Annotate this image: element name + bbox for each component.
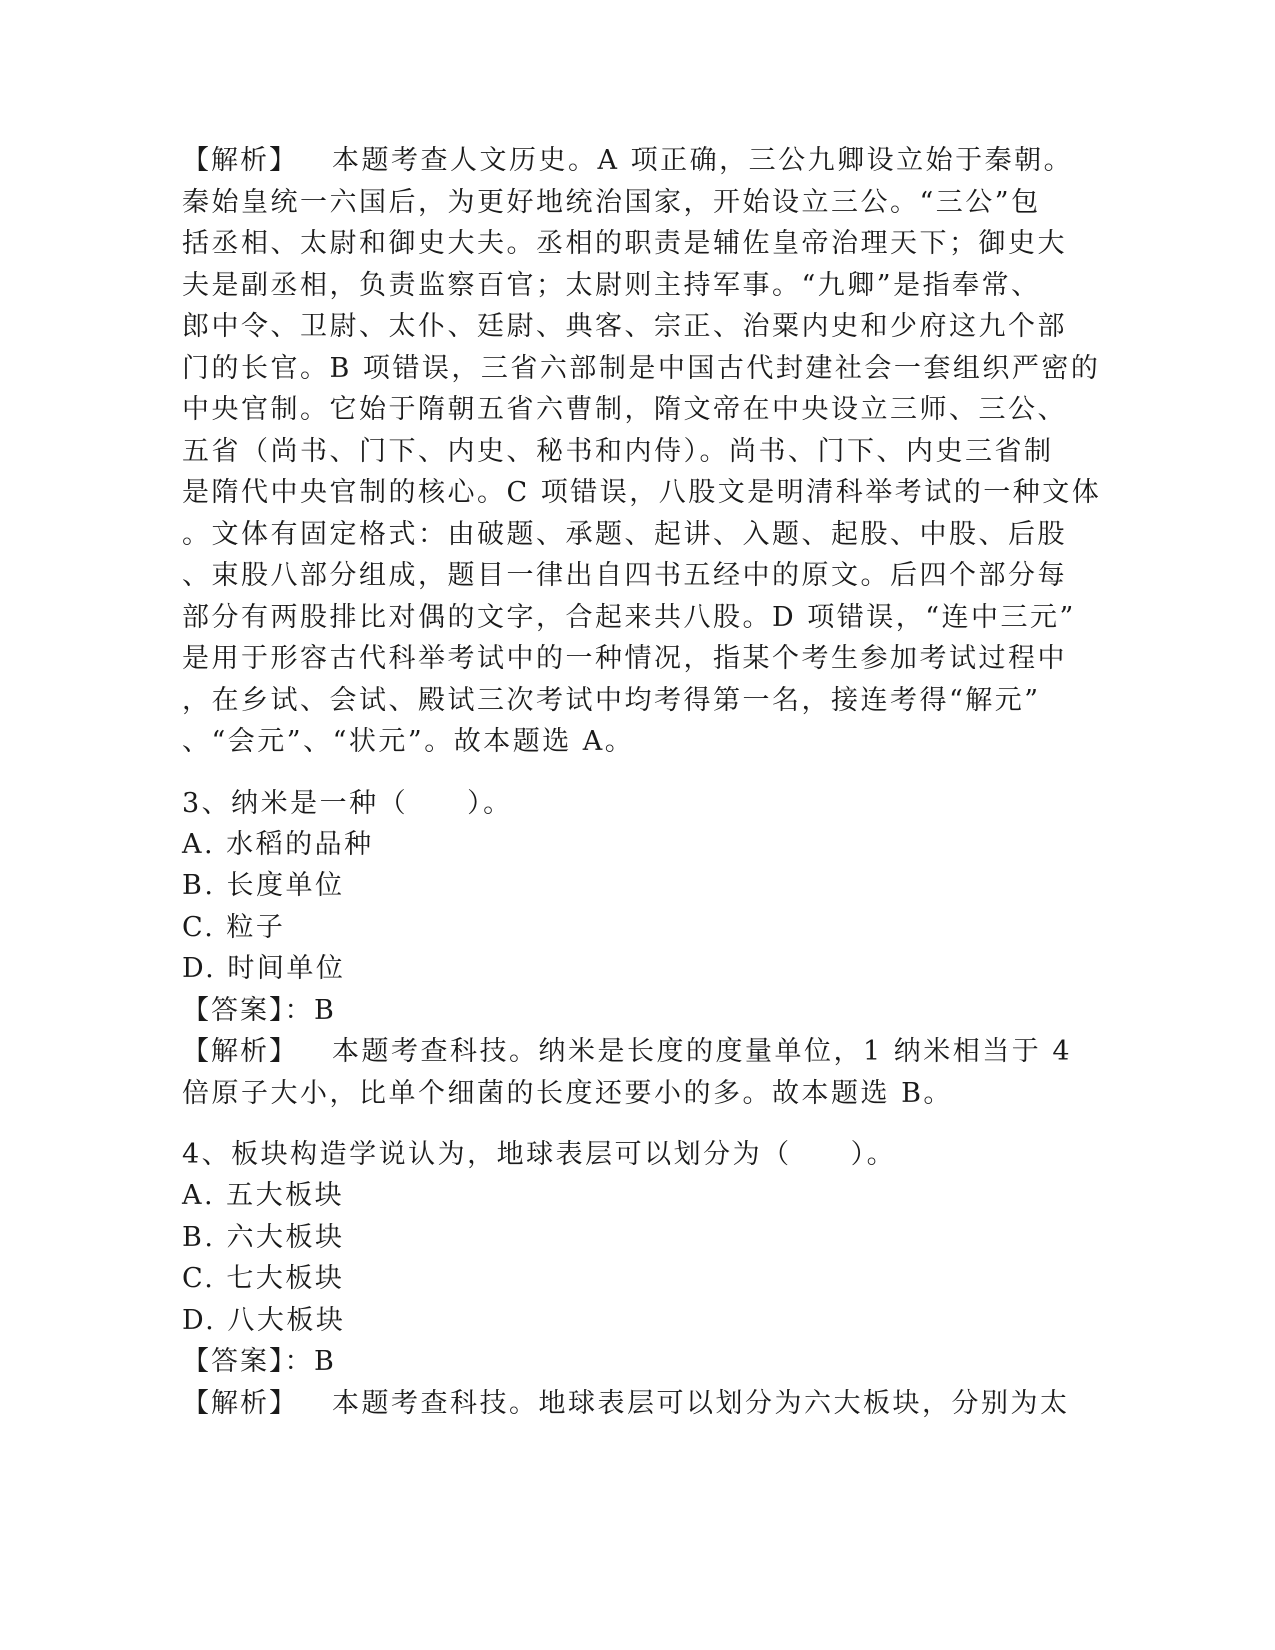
analysis-line: 、束股八部分组成，题目一律出自四书五经中的原文。后四个部分每 — [182, 560, 1067, 591]
answer-tag: 【答案】 — [182, 995, 285, 1026]
answer-line — [182, 993, 336, 1029]
analysis-first-line — [182, 1386, 1070, 1422]
question-stem: 3、纳米是一种（ ）。 — [182, 788, 513, 819]
analysis-line: 括丞相、太尉和御史大夫。丞相的职责是辅佐皇帝治理天下；御史大 — [182, 228, 1067, 259]
analysis-line: ，在乡试、会试、殿试三次考试中均考得第一名，接连考得“解元” — [182, 685, 1041, 716]
document-page — [182, 0, 1102, 1650]
option-d: D. 八大板块 — [182, 1305, 346, 1336]
analysis-line: 郎中令、卫尉、太仆、廷尉、典客、宗正、治粟内史和少府这九个部 — [182, 311, 1067, 342]
analysis-text: 本题考查人文历史。A 项正确，三公九卿设立始于秦朝。 — [332, 145, 1074, 176]
analysis-first-line — [182, 1034, 1072, 1070]
analysis-line: 倍原子大小，比单个细菌的长度还要小的多。故本题选 B。 — [182, 1078, 953, 1109]
option-c: C. 粒子 — [182, 912, 286, 943]
analysis-line: 是用于形容古代科举考试中的一种情况，指某个考生参加考试过程中 — [182, 643, 1067, 674]
analysis-line: 是隋代中央官制的核心。C 项错误，八股文是明清科举考试的一种文体 — [182, 477, 1102, 508]
analysis-line: 部分有两股排比对偶的文字，合起来共八股。D 项错误，“连中三元” — [182, 602, 1076, 633]
answer-value: ：B — [284, 1346, 337, 1377]
analysis-line: 门的长官。B 项错误，三省六部制是中国古代封建社会一套组织严密的 — [182, 353, 1101, 384]
analysis-line: 夫是副丞相，负责监察百官；太尉则主持军事。“九卿”是指奉常、 — [182, 270, 1041, 301]
analysis-tag: 【解析】 — [182, 1036, 298, 1067]
answer-value: ：B — [284, 995, 337, 1026]
analysis-line: 中央官制。它始于隋朝五省六曹制，隋文帝在中央设立三师、三公、 — [182, 394, 1067, 425]
analysis-line: 。文体有固定格式：由破题、承题、起讲、入题、起股、中股、后股 — [182, 519, 1067, 550]
option-a: A. 五大板块 — [182, 1180, 345, 1211]
analysis-line: 、“会元”、“状元”。故本题选 A。 — [182, 726, 635, 757]
question-stem: 4、板块构造学说认为，地球表层可以划分为（ ）。 — [182, 1139, 897, 1170]
analysis-line: 五省（尚书、门下、内史、秘书和内侍）。尚书、门下、内史三省制 — [182, 436, 1054, 467]
option-b: B. 长度单位 — [182, 870, 345, 901]
analysis-tag: 【解析】 — [182, 145, 298, 176]
analysis-text: 本题考查科技。纳米是长度的度量单位，1 纳米相当于 4 — [332, 1036, 1073, 1067]
analysis-line: 秦始皇统一六国后，为更好地统治国家，开始设立三公。“三公”包 — [182, 187, 1041, 218]
analysis-tag: 【解析】 — [182, 1388, 298, 1419]
option-a: A. 水稻的品种 — [182, 829, 374, 860]
option-c: C. 七大板块 — [182, 1263, 345, 1294]
option-b: B. 六大板块 — [182, 1222, 345, 1253]
analysis-text: 本题考查科技。地球表层可以划分为六大板块，分别为太 — [332, 1388, 1070, 1419]
answer-tag: 【答案】 — [182, 1346, 285, 1377]
answer-line — [182, 1344, 336, 1380]
analysis-first-line — [182, 143, 1073, 179]
option-d: D. 时间单位 — [182, 953, 346, 984]
